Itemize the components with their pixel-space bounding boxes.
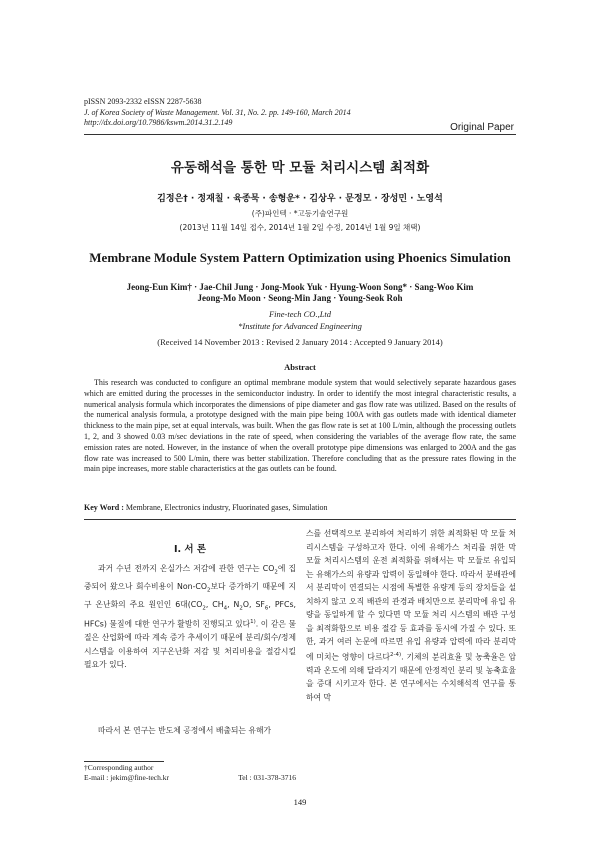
english-authors-line2: Jeong-Mo Moon · Seong-Min Jang · Young-Seok Roh — [197, 293, 403, 303]
abstract-text: This research was conducted to configure an optimal membrane module system that would selectively separate hazardous gases which are emitted during the processes in the semiconductor industry. In order to identify the most integral characteristic results, a numerical analysis formula which incorporates the dimensions of pipe diameter and gas flow rate was utilized. Based on the results of the numerical analysis formula, a prototype designed with the main pipe being 100A with gas outlets made with identical diameter thickness to the main pipe, set at equal intervals, was built. When the gas flow rate is set at 100 L/min, although the processing outlets 1, 2, and 3 showed 0.03 m/sec deviations in the rate of speed, when considering the variables of the average flow rate, the same emission rates are noted. However, in the instance of when the overall prototype pipe dimensions was enlarged to 200A and the gas flow rate was increased to 500 L/min, there was better stabilization. Therefore concluding that as the pressure rates flowing in the main pipe increases, more stable characteristics at the gas outlets can be found. — [84, 378, 516, 474]
keywords-list: Membrane, Electronics industry, Fluorinated gases, Simulation — [125, 503, 328, 512]
para1-text-b: 에 집중되어 왔으나 회수비용이 Non-CO — [84, 564, 296, 592]
section-title-introduction: I. 서 론 — [173, 544, 207, 555]
reference-marker-2[interactable]: 2-4) — [390, 651, 402, 658]
reference-marker-1[interactable]: 1) — [250, 619, 256, 626]
doi-link[interactable]: http://dx.doi.org/10.7986/kswm.2014.31.2.149 — [84, 118, 233, 127]
journal-header — [84, 97, 351, 129]
footnote-tel: Tel : 031-378-3716 — [238, 773, 296, 782]
right-text-a: 스를 선택적으로 분리하여 처리하기 위한 최적화된 막 모듈 처리시스템을 구성하고자 한다. 이에 유해가스 처리를 위한 막 모듈 처리시스템의 운전 최적화를 위해서는 막 모듈로 유입되는 유해가스의 유량과 압력이 동일해야 한다. 따라서 분배관에서 분리막이 연결되는 시점에 특별한 유량계 등의 장치들을 설치하지 않고 오직 배관의 관경과 배치만으로 분리막에 유입 유량을 동일하게 할 수 있다면 막 모듈 처리 시스템의 배관 구성을 최적화함으로 비용 절감 등 효과를 동시에 가질 수 있다. 또한, 과거 여러 논문에 따르면 유입 유량과 압력에 따라 분리막에 미치는 영향이 다르다 — [306, 529, 516, 662]
english-title: Membrane Module System Pattern Optimization using Phoenics Simulation — [89, 250, 511, 265]
korean-dates: (2013년 11월 14일 접수, 2014년 1월 2일 수정, 2014년 1월 9일 채택) — [179, 223, 421, 232]
keywords-label: Key Word : — [84, 503, 124, 512]
footnote-email[interactable]: E-mail : jekim@fine-tech.kr — [84, 773, 170, 782]
english-authors-line1: Jeong-Eun Kim† · Jae-Chil Jung · Jong-Mook Yuk · Hyung-Woon Song* · Sang-Woo Kim — [126, 282, 474, 292]
english-affiliation-2: *Institute for Advanced Engineering — [238, 321, 362, 331]
footnote-contact — [84, 773, 296, 783]
korean-title: 유동해석을 통한 막 모듈 처리시스템 최적화 — [170, 160, 430, 176]
intro-paragraph-1: 과거 수년 전까지 온실가스 저감에 관한 연구는 $CO_2$에 집중되어 왔으나 회수비용이 Non-$CO_2$보다 증가하기 때문에 지구 온난화의 주요 원인인 6대($CO_2$, $CH_4$, $N_2O$, $SF_6$, PFCs, HFCs) 물질에 대한 연구가 활발히 진행되고 있다$^{1)}$. 이 같은 물질은 산업화에 따라 계속 증가 추세이기 때문에 분리/회수/정제 시스템을 이용하여 지구온난화 저감 및 처리비용을 절감시킬 필요가 있다. — [84, 564, 296, 670]
para1-text-a: 과거 수년 전까지 온실가스 저감에 관한 연구는 CO — [98, 564, 275, 573]
issn-line: pISSN 2093-2332 eISSN 2287-5638 — [84, 97, 202, 106]
article-type-label: Original Paper — [450, 122, 514, 133]
para1-text-h: . 이 같은 물질은 산업화에 따라 계속 증가 추세이기 때문에 분리/회수/정제 시스템을 이용하여 지구온난화 저감 및 처리비용을 절감시킬 필요가 있다. — [84, 619, 296, 670]
english-dates: (Received 14 November 2013 : Revised 2 January 2014 : Accepted 9 January 2014) — [157, 337, 443, 347]
header-divider — [84, 134, 516, 135]
abstract-heading: Abstract — [284, 362, 316, 372]
footnote-divider — [84, 761, 164, 762]
right-text-b: . 기체의 분리효율 및 농축율은 압력과 온도에 의해 달라지기 때문에 안정적인 분리 및 농축효율을 증대 시키고자 한다. 본 연구에서는 수치해석적 연구를 통하여 막 — [306, 652, 516, 702]
para1-text-d: , CH — [205, 600, 224, 610]
para1-text-e: , N — [227, 600, 240, 610]
korean-authors: 김정은† · 정재칠 · 육종묵 · 송형운* · 김상우 · 문정모 · 장성민 · 노영석 — [157, 194, 443, 204]
korean-affiliation: (주)파인텍 · *고등기술연구원 — [251, 209, 349, 218]
intro-right-column — [306, 527, 516, 704]
keywords — [84, 503, 328, 512]
english-authors — [84, 282, 516, 304]
english-affiliation-1: Fine-tech CO.,Ltd — [268, 309, 332, 319]
intro-paragraph-2: 따라서 본 연구는 반도체 공정에서 배출되는 유해가 — [98, 726, 272, 735]
para1-text-f: O, SF — [242, 600, 265, 610]
journal-citation: J. of Korea Society of Waste Management. Vol. 31, No. 2. pp. 149-160, March 2014 — [84, 107, 351, 117]
page-number: 149 — [293, 797, 307, 807]
abstract-divider — [84, 519, 516, 520]
para1-text-g: , PFCs, HFCs) 물질에 대한 연구가 활발히 진행되고 있다 — [84, 600, 296, 629]
footnote-corresponding: †Corresponding author — [84, 763, 154, 772]
para1-text-c: 보다 증가하기 때문에 지구 온난화의 주요 원인인 6대(CO — [84, 582, 296, 610]
